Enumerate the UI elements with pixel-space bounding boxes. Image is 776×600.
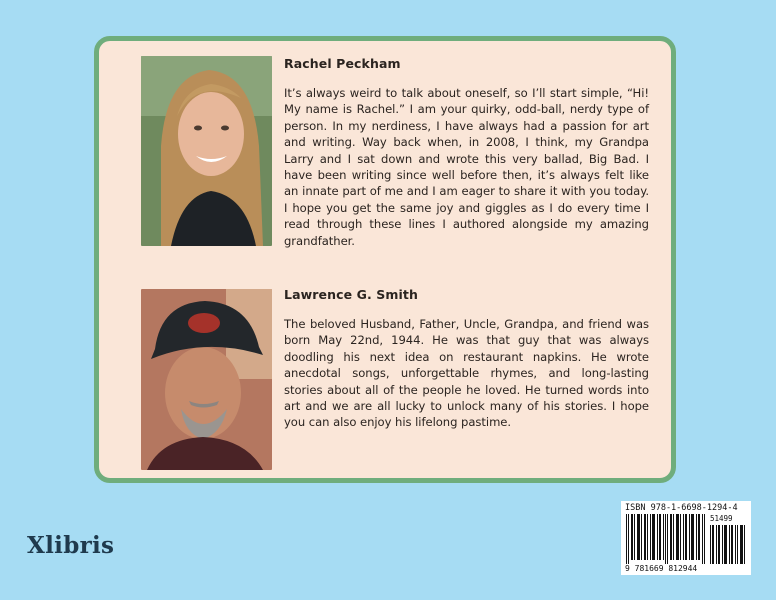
barcode-ean-text: 9 781669 812944: [625, 564, 698, 573]
isbn-label: ISBN 978-1-6698-1294-4: [625, 503, 738, 513]
publisher-logo: Xlibris: [27, 532, 115, 559]
author-photo-lawrence: [141, 289, 272, 470]
barcode-addon-number: 51499: [710, 514, 733, 523]
barcode-bars-addon: [710, 525, 746, 564]
barcode-bars-main: [626, 514, 708, 564]
bio-rachel: [284, 56, 649, 249]
author-name-rachel: Rachel Peckham: [284, 56, 401, 71]
isbn-barcode: [621, 501, 751, 575]
bio-lawrence: [284, 287, 649, 431]
author-bio-panel: [94, 36, 676, 483]
author-bio-text-rachel: It’s always weird to talk about oneself, so I’ll start simple, “Hi! My name is Rachel.” I am your quirky, odd-ball, nerdy type of person. In my nerdiness, I have always had a passion for art and writing. Way back when, in 2008, I think, my Grandpa Larry and I sat down and wrote this very ballad, Big Bad. I have been writing since well before then, it’s always felt like an innate part of me and I am eager to share it with you today. I hope you get the same joy and giggles as I do every time I read through these lines I authored alongside my amazing grandfather.: [284, 86, 649, 248]
author-name-lawrence: Lawrence G. Smith: [284, 287, 418, 302]
author-photo-rachel: [141, 56, 272, 246]
author-bio-text-lawrence: The beloved Husband, Father, Uncle, Grandpa, and friend was born May 22nd, 1944. He was that guy that was always doodling his next idea on restaurant napkins. He wrote anecdotal songs, unforgettable rhymes, and long-lasting stories about all of the people he loved. He turned words into art and we are all lucky to unlock many of his stories. I hope you can also enjoy his lifelong pastime.: [284, 317, 649, 430]
